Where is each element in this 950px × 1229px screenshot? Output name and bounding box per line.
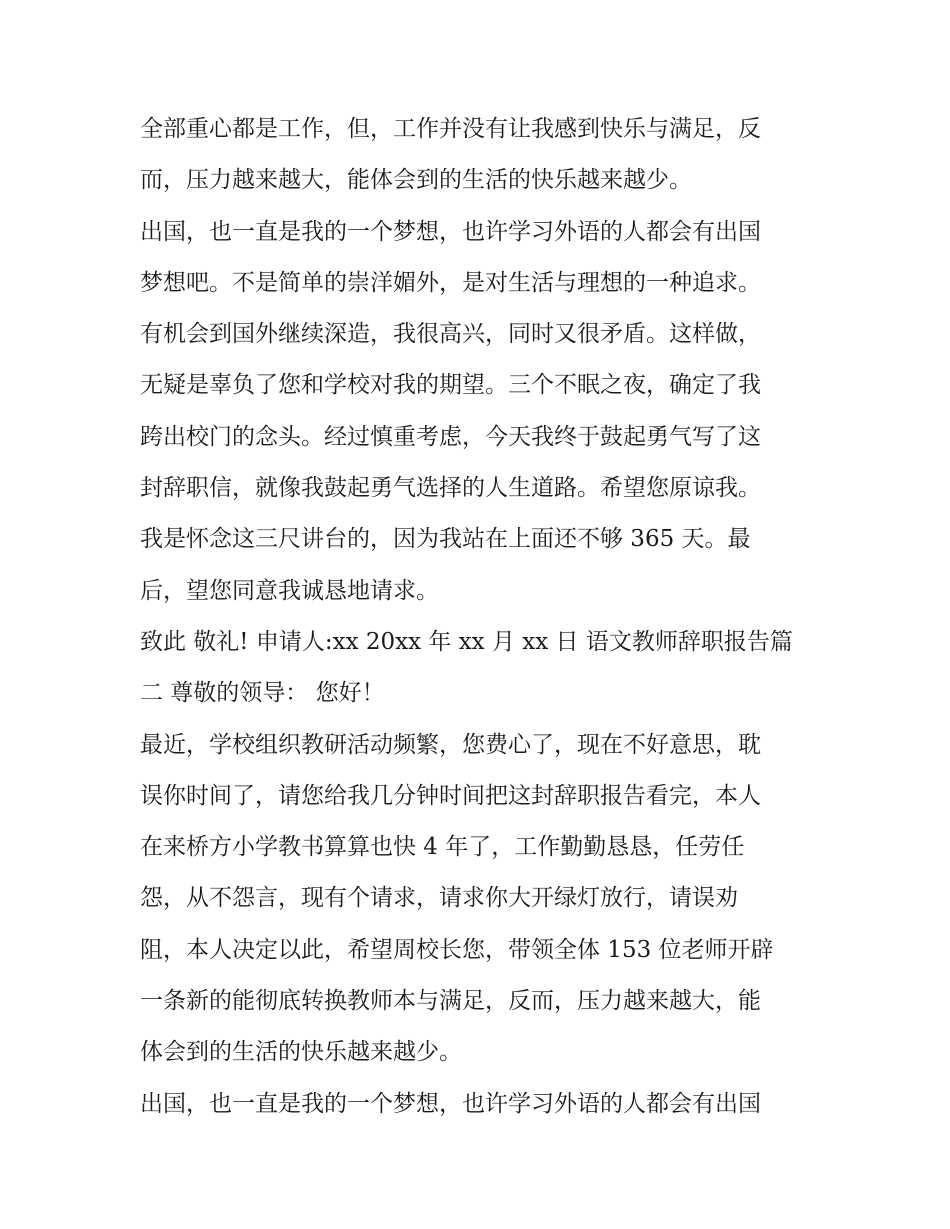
text-line: 后，望您同意我诚恳地请求。: [140, 577, 439, 604]
text-line: 梦想吧。不是简单的崇洋媚外，是对生活与理想的一种追求。: [140, 269, 761, 296]
text-line: 跨出校门的念头。经过慎重考虑，今天我终于鼓起勇气写了这: [140, 423, 761, 450]
text-line: 而，压力越来越大，能体会到的生活的快乐越来越少。: [140, 167, 692, 194]
text-line: 一条新的能彻底转换教师本与满足，反而，压力越来越大，能: [140, 988, 761, 1015]
text-line: 全部重心都是工作，但，工作并没有让我感到快乐与满足，反: [140, 116, 761, 142]
text-line: 误你时间了，请您给我几分钟时间把这封辞职报告看完，本人: [140, 782, 761, 809]
text-line: 最近，学校组织教研活动频繁，您费心了，现在不好意思，耽: [140, 731, 761, 758]
text-line: 体会到的生活的快乐越来越少。: [140, 1039, 462, 1066]
text-line: 在来桥方小学教书算算也快 4 年了，工作勤勤恳恳，任劳任: [140, 834, 745, 861]
document-body: [140, 104, 812, 1130]
text-line: 致此 敬礼! 申请人:xx 20xx 年 xx 月 xx 日 语文教师辞职报告篇: [140, 628, 793, 655]
text-line: 出国，也一直是我的一个梦想，也许学习外语的人都会有出国: [140, 218, 761, 245]
text-line: 无疑是辜负了您和学校对我的期望。三个不眠之夜，确定了我: [140, 372, 761, 399]
text-line: 阻，本人决定以此，希望周校长您，带领全体 153 位老师开辟: [140, 936, 774, 963]
text-line: 我是怀念这三尺讲台的，因为我站在上面还不够 365 天。最: [140, 526, 751, 553]
text-line: 有机会到国外继续深造，我很高兴，同时又很矛盾。这样做，: [140, 321, 761, 348]
text-line: 怨，从不怨言，现有个请求，请求你大开绿灯放行，请误劝: [140, 885, 738, 912]
text-line: 出国，也一直是我的一个梦想，也许学习外语的人都会有出国: [140, 1090, 761, 1117]
text-line: 封辞职信，就像我鼓起勇气选择的人生道路。希望您原谅我。: [140, 475, 761, 502]
text-line: 二 尊敬的领导： 您好！: [140, 680, 385, 707]
